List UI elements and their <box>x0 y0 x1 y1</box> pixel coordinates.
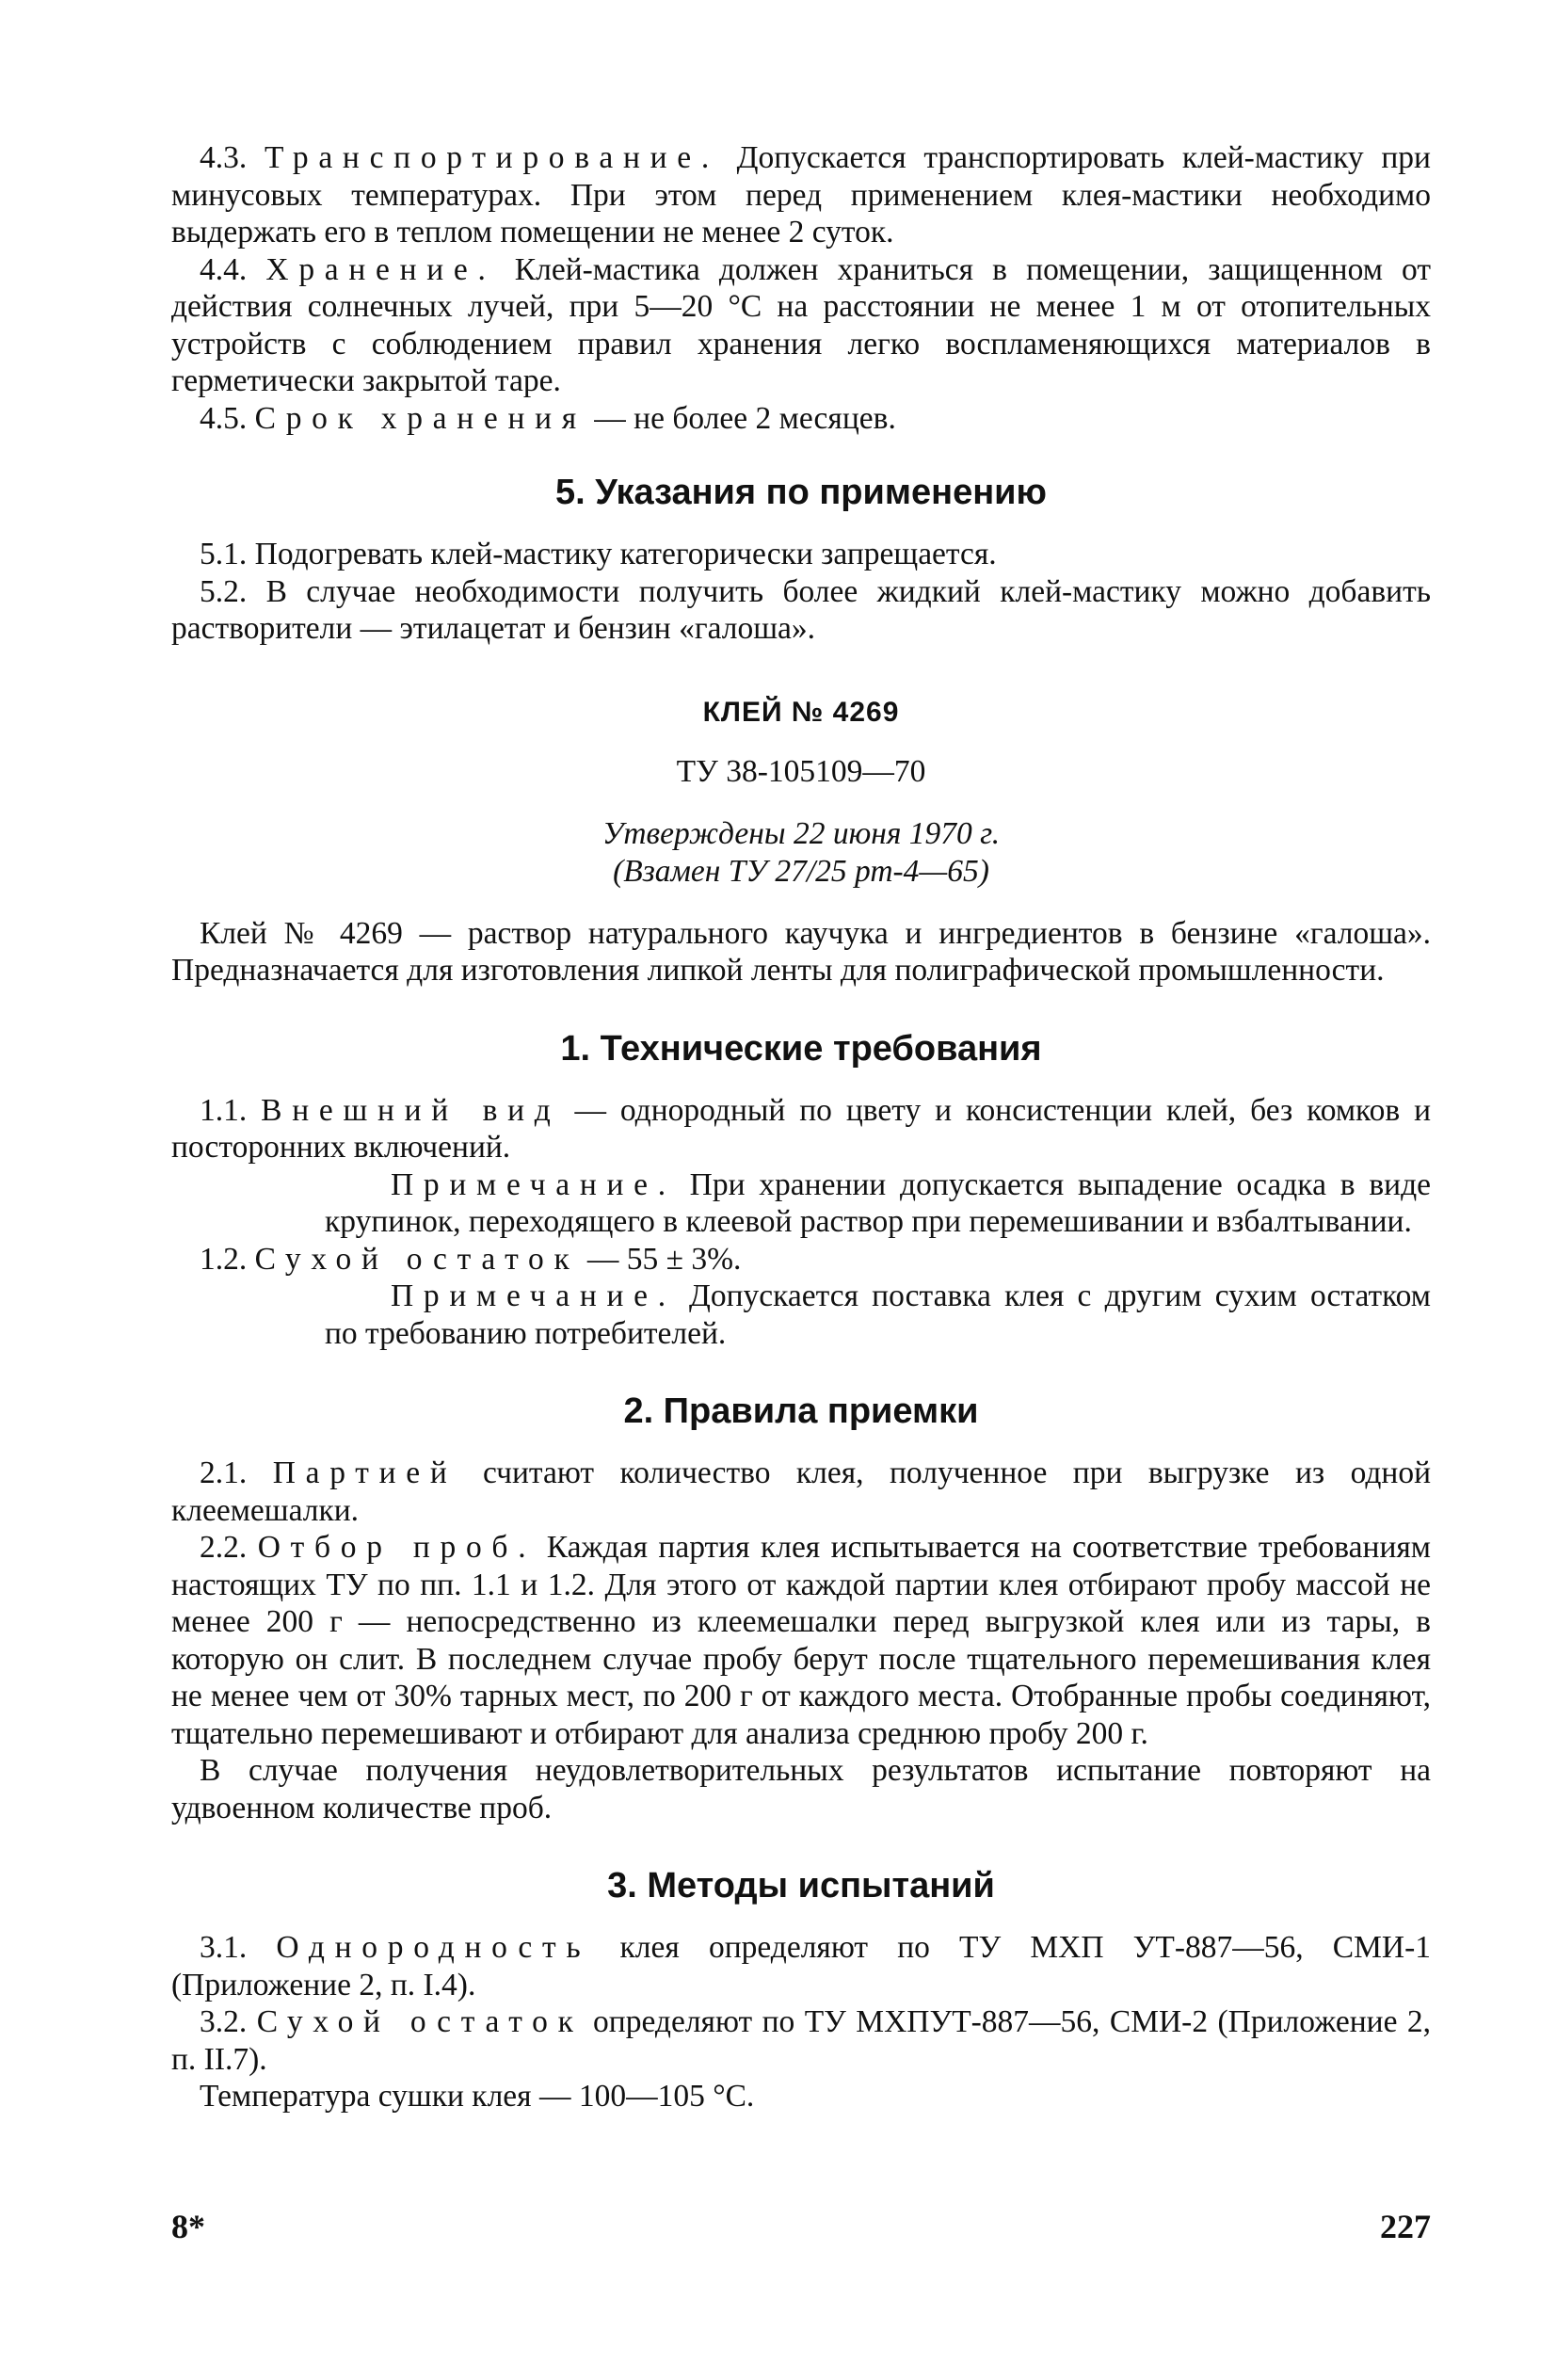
paragraph-1-1 <box>171 1092 1431 1166</box>
section-heading-3: 3. Методы испытаний <box>607 1866 995 1906</box>
note-1 <box>171 1166 1431 1241</box>
item-number: 1.2. <box>200 1241 248 1277</box>
page-number: 227 <box>1380 2208 1431 2245</box>
spaced-term: Сухой остаток <box>254 1241 580 1277</box>
note-label: Примечание. <box>391 1278 676 1313</box>
paragraph-text: считают количество клея, полученное при выгрузке из одной клеемешалки. <box>171 1455 1432 1528</box>
spaced-term: Хранение. <box>265 251 496 287</box>
paragraph-4-5 <box>171 400 1431 438</box>
section-heading-5: 5. Указания по применению <box>555 473 1047 512</box>
paragraph-5-1: 5.1. Подогревать клей-мастику категорически запрещается. <box>200 537 997 571</box>
paragraph-drying-temp: Температура сушки клея — 100—105 °С. <box>200 2079 755 2114</box>
item-number: 3.1. <box>200 1930 248 1965</box>
paragraph-3-1 <box>171 1929 1431 2003</box>
note-text: При хранении допускается выпадение осадка в виде крупинок, переходящего в клеевой раствор при перемешивании и взбалтывании. <box>325 1166 1431 1239</box>
item-number: 4.3. <box>200 140 248 175</box>
spaced-term: Однородность <box>276 1930 591 1965</box>
signature-mark: 8* <box>171 2208 205 2245</box>
paragraph-text: — не более 2 месяцев. <box>586 400 896 436</box>
paragraph-text: клея определяют по ТУ МХП УТ-887—56, СМИ-1 (Приложение 2, п. I.4). <box>171 1930 1431 2002</box>
section-heading-2: 2. Правила приемки <box>623 1391 979 1431</box>
note-text: Допускается поставка клея с другим сухим остатком по требованию потребителей. <box>325 1278 1431 1351</box>
paragraph-text: Допускается транспортировать клей-мастику при минусовых температурах. При этом перед применением клея-мастики необходимо выдержать его в теплом помещении не менее 2 суток. <box>171 140 1431 249</box>
spaced-term: Срок хранения <box>254 400 586 436</box>
document-page <box>171 139 1431 2115</box>
paragraph-5-2: 5.2. В случае необходимости получить более жидкий клей-мастику можно добавить растворители — этилацетат и бензин «галоша». <box>171 573 1431 646</box>
paragraph-text: определяют по ТУ МХПУТ-887—56, СМИ-2 (Приложение 2, п. II.7). <box>171 2004 1432 2077</box>
paragraph-4-3 <box>171 139 1431 251</box>
section-heading-1: 1. Технические требования <box>560 1028 1042 1069</box>
note-2 <box>171 1278 1431 1352</box>
spaced-term: Сухой остаток <box>256 2004 584 2039</box>
item-number: 4.4. <box>200 251 248 287</box>
paragraph-2-2 <box>171 1529 1431 1752</box>
paragraph-3-2 <box>171 2003 1431 2078</box>
paragraph-1-2 <box>171 1241 1431 1278</box>
approval-date: Утверждены 22 июня 1970 г. <box>602 815 1001 851</box>
item-number: 4.5. <box>200 400 248 436</box>
glue-intro: Клей № 4269 — раствор натурального каучука и ингредиентов в бензине «галоша». Предназначается для изготовления липкой ленты для полиграфической промышленности. <box>171 915 1431 988</box>
item-number: 1.1. <box>200 1092 248 1128</box>
paragraph-text: Каждая партия клея испытывается на соответствие требованиям настоящих ТУ по пп. 1.1 и 1.2. Для этого от каждой партии клея отбирают пробу массой не менее 200 г — непосредственно из клеемешалки перед выгрузкой клея или из тары, в которую он слит. В последнем случае пробу берут после тщательного перемешивания клея не менее чем от 30% тарных мест, по 200 г от каждого места. Отобранные пробы соединяют, тщательно перемешивают и отбирают для анализа среднюю пробу 200 г. <box>171 1530 1432 1751</box>
glue-title: КЛЕЙ № 4269 <box>702 696 900 728</box>
spaced-term: Отбор проб. <box>257 1530 537 1565</box>
paragraph-2-1 <box>171 1455 1431 1529</box>
paragraph-text: — однородный по цвету и консистенции клей, без комков и посторонних включений. <box>171 1092 1432 1165</box>
note-label: Примечание. <box>391 1166 676 1202</box>
paragraph-4-4 <box>171 251 1431 400</box>
spaced-term: Партией <box>272 1455 457 1490</box>
spaced-term: Внешний вид <box>261 1092 561 1128</box>
item-number: 2.2. <box>200 1530 248 1565</box>
paragraph-repeat-test: В случае получения неудовлетворительных результатов испытание повторяют на удвоенном количестве проб. <box>171 1753 1431 1825</box>
replaces-note: (Взамен ТУ 27/25 рт-4—65) <box>613 853 989 889</box>
tu-number: ТУ 38-105109—70 <box>676 753 926 789</box>
item-number: 3.2. <box>200 2004 248 2039</box>
spaced-term: Транспортирование. <box>264 140 719 175</box>
item-number: 2.1. <box>200 1455 248 1490</box>
paragraph-text: — 55 ± 3%. <box>579 1241 742 1277</box>
paragraph-text: Клей-мастика должен храниться в помещении, защищенном от действия солнечных лучей, при 5—20 °С на расстоянии не менее 1 м от отопительных устройств с соблюдением правил хранения легко воспламеняющихся материалов в герметически закрытой таре. <box>171 251 1432 398</box>
